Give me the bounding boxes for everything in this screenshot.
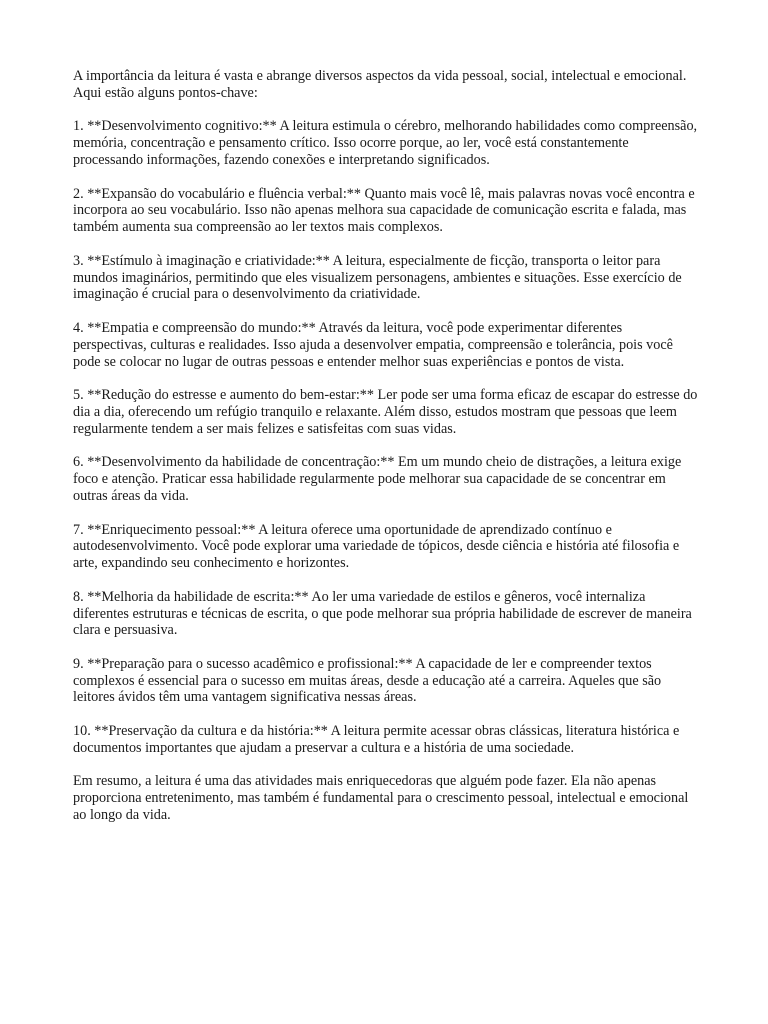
point-9-paragraph: 9. **Preparação para o sucesso acadêmico e profissional:** A capacidade de ler e compreender textos complexos é essencial para o sucesso em muitas áreas, desde a educação até a carreira. Aqueles que são leitores ávidos têm uma vantagem significativa nessas áreas. [73, 655, 662, 706]
point-10-paragraph: 10. **Preservação da cultura e da história:** A leitura permite acessar obras clássicas, literatura histórica e documentos importantes que ajudam a preservar a cultura e a história de uma sociedade. [73, 723, 680, 756]
point-8-paragraph: 8. **Melhoria da habilidade de escrita:** Ao ler uma variedade de estilos e gêneros, você internaliza diferentes estruturas e técnicas de escrita, o que pode melhorar sua própria habilidade de escrever de maneira clara e persuasiva. [73, 588, 692, 639]
document-page [73, 68, 698, 841]
point-3-paragraph: 3. **Estímulo à imaginação e criatividade:** A leitura, especialmente de ficção, transporta o leitor para mundos imaginários, permitindo que eles visualizem personagens, ambientes e situações. Esse exercício de imaginação é crucial para o desenvolvimento da criatividade. [73, 252, 682, 303]
conclusion-paragraph: Em resumo, a leitura é uma das atividades mais enriquecedoras que alguém pode fazer. Ela não apenas proporciona entretenimento, mas também é fundamental para o crescimento pessoal, intelectual e emocional ao longo da vida. [73, 773, 689, 824]
point-5-paragraph: 5. **Redução do estresse e aumento do bem-estar:** Ler pode ser uma forma eficaz de escapar do estresse do dia a dia, oferecendo um refúgio tranquilo e relaxante. Além disso, estudos mostram que pessoas que leem regularmente tendem a ser mais felizes e satisfeitas com suas vidas. [73, 387, 698, 437]
point-4-paragraph: 4. **Empatia e compreensão do mundo:** Através da leitura, você pode experimentar diferentes perspectivas, culturas e realidades. Isso ajuda a desenvolver empatia, compreensão e tolerância, pois você pode se colocar no lugar de outras pessoas e entender melhor suas experiências e pontos de vista. [73, 319, 673, 370]
point-1-paragraph: 1. **Desenvolvimento cognitivo:** A leitura estimula o cérebro, melhorando habilidades como compreensão, memória, concentração e pensamento crítico. Isso ocorre porque, ao ler, você está constantemente processando informações, fazendo conexões e interpretando significados. [73, 118, 698, 168]
point-2-paragraph: 2. **Expansão do vocabulário e fluência verbal:** Quanto mais você lê, mais palavras novas você encontra e incorpora ao seu vocabulário. Isso não apenas melhora sua capacidade de comunicação escrita e falada, mas também aumenta sua compreensão ao ler textos mais complexos. [73, 185, 695, 236]
point-7-paragraph: 7. **Enriquecimento pessoal:** A leitura oferece uma oportunidade de aprendizado contínuo e autodesenvolvimento. Você pode explorar uma variedade de tópicos, desde ciência e história até filosofia e arte, expandindo seu conhecimento e horizontes. [73, 521, 680, 572]
intro-paragraph: A importância da leitura é vasta e abrange diversos aspectos da vida pessoal, social, intelectual e emocional. Aqui estão alguns pontos-chave: [73, 68, 687, 101]
point-6-paragraph: 6. **Desenvolvimento da habilidade de concentração:** Em um mundo cheio de distrações, a leitura exige foco e atenção. Praticar essa habilidade regularmente pode melhorar sua capacidade de se concentrar em outras áreas da vida. [73, 454, 682, 504]
